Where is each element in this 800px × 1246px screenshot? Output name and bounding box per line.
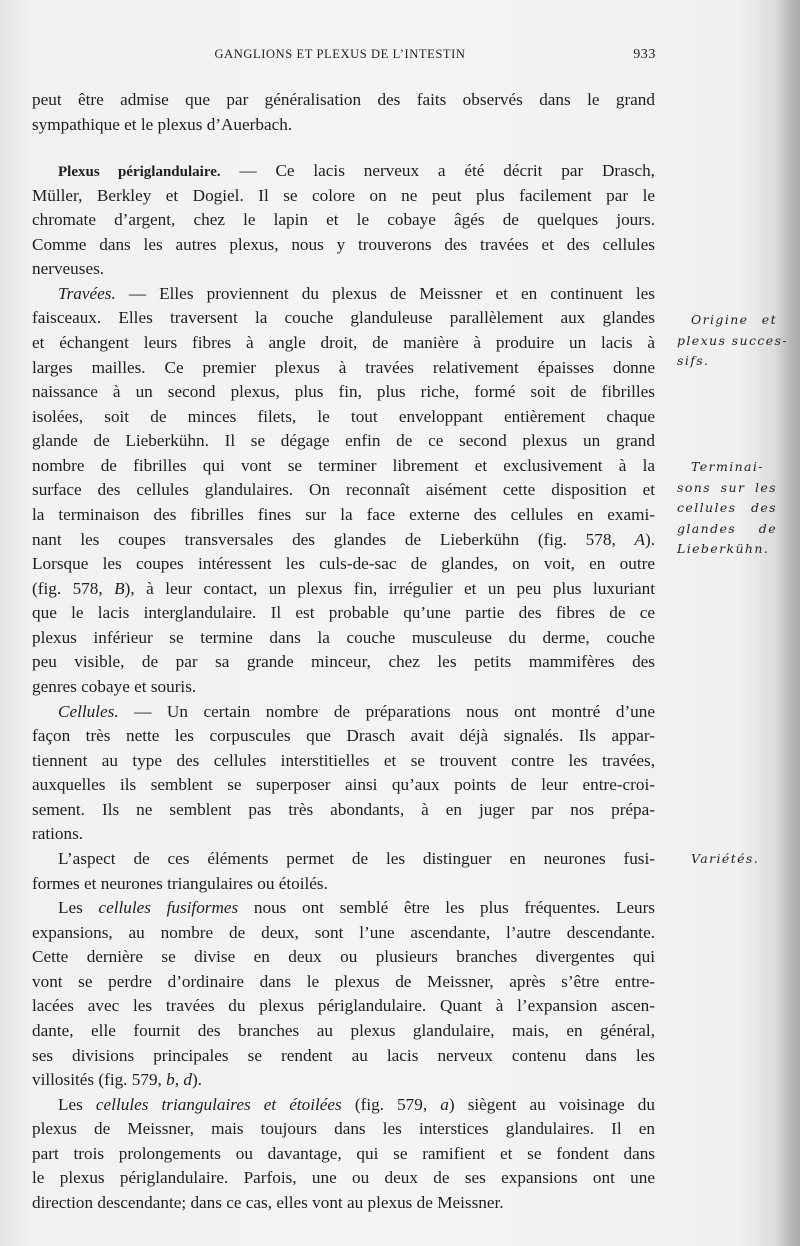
- text-segment: rations.: [32, 824, 84, 844]
- text-line: [32, 530, 655, 550]
- text-line: [32, 628, 655, 648]
- text-line: [58, 898, 655, 918]
- text-segment: Müller, Berkley et Dogiel. Il se colore on ne peut plus facilement par le: [32, 185, 655, 205]
- margin-note-line: Variétés.: [691, 851, 760, 866]
- text-line: [32, 358, 655, 378]
- text-segment: part trois prolongements ou davantage, qui se ramifient et se fondent dans: [32, 1143, 655, 1163]
- text-segment: ,: [174, 1070, 184, 1090]
- text-line: [32, 677, 655, 697]
- text-segment: nant les coupes transversales des glandes de Lieberkühn (fig. 578,: [32, 529, 635, 549]
- text-line: [32, 407, 655, 427]
- margin-note-line: sons sur les: [677, 479, 777, 495]
- text-line: [32, 554, 655, 574]
- text-segment: dante, elle fournit des branches au plexus glandulaire, mais, en général,: [32, 1020, 655, 1040]
- margin-note-line: Lieberkühn.: [677, 541, 770, 556]
- text-line: [32, 115, 655, 135]
- margin-note-line: sifs.: [677, 353, 710, 368]
- text-segment: faisceaux. Elles traversent la couche glanduleuse parallèlement aux glandes: [32, 308, 655, 328]
- text-segment: et échangent leurs fibres à angle droit, de manière à produire un lacis à: [32, 332, 655, 352]
- text-segment: naissance à un second plexus, plus fin, plus riche, formé soit de fibrilles: [32, 382, 655, 402]
- text-line: [32, 751, 655, 771]
- text-segment: nous ont semblé être les plus fréquentes. Leurs: [238, 898, 655, 918]
- text-segment: nombre de fibrilles qui vont se terminer librement et exclusivement à la: [32, 455, 655, 475]
- text-line: [32, 1119, 655, 1139]
- italic-text: cellules fusiformes: [98, 898, 239, 918]
- text-segment: tiennent au type des cellules interstitielles et se trouvent contre les travées,: [32, 750, 655, 770]
- text-line: [32, 775, 655, 795]
- text-segment: peut être admise que par généralisation des faits observés dans le grand: [32, 90, 655, 109]
- text-line: [32, 800, 655, 820]
- italic-text: d: [183, 1070, 192, 1090]
- text-segment: ses divisions principales se rendent au lacis nerveux contenu dans les: [32, 1045, 655, 1065]
- text-line: [32, 235, 655, 255]
- text-line: [32, 652, 655, 672]
- text-line: [32, 90, 655, 110]
- text-line: [32, 726, 655, 746]
- text-line: [58, 849, 655, 869]
- text-line: [32, 259, 655, 279]
- text-line: [32, 1046, 655, 1066]
- margin-note-line: plexus succes-: [677, 332, 788, 348]
- text-segment: glande de Lieberkühn. Il se dégage enfin de ce second plexus un grand: [32, 431, 655, 451]
- text-segment: genres cobaye et souris.: [32, 676, 197, 696]
- text-segment: larges mailles. Ce premier plexus à travées relativement épaisses donne: [32, 357, 655, 377]
- text-line: [32, 1070, 655, 1090]
- text-segment: ) siègent au voisinage du: [448, 1094, 655, 1114]
- text-line: [32, 603, 655, 623]
- text-segment: sement. Ils ne semblent pas très abondants, à en juger par nos prépa-: [32, 799, 655, 819]
- text-segment: ).: [644, 529, 655, 549]
- text-segment: Les: [58, 898, 99, 918]
- italic-text: Cellules.: [58, 701, 119, 721]
- text-segment: (fig. 579,: [341, 1094, 441, 1114]
- text-line: [32, 1021, 655, 1041]
- text-segment: expansions, au nombre de deux, sont l’une ascendante, l’autre descendante.: [32, 922, 655, 942]
- text-segment: Les: [58, 1094, 96, 1114]
- text-segment: ), à leur contact, un plexus fin, irrégulier et un peu plus luxuriant: [124, 578, 655, 598]
- text-line: [32, 308, 655, 328]
- text-line: [32, 923, 655, 943]
- section-heading: Plexus périglandulaire.: [58, 164, 221, 180]
- text-segment: — Un certain nombre de préparations nous ont montré d’une: [118, 701, 655, 721]
- text-line: [58, 1095, 655, 1115]
- italic-text: b: [166, 1070, 175, 1090]
- text-segment: plexus de Meissner, mais toujours dans les interstices glandulaires. Il en: [32, 1119, 655, 1139]
- text-segment: lacées avec les travées du plexus périglandulaire. Quant à l’expansion ascen-: [32, 996, 655, 1016]
- text-line: [32, 382, 655, 402]
- page-number: 933: [633, 47, 656, 62]
- text-line: [32, 333, 655, 353]
- text-segment: (fig. 578,: [32, 578, 115, 598]
- text-line: [32, 456, 655, 476]
- text-line: [58, 284, 655, 304]
- italic-text: A: [634, 529, 645, 549]
- text-line: [32, 996, 655, 1016]
- text-segment: ).: [191, 1070, 202, 1090]
- text-segment: Comme dans les autres plexus, nous y trouverons des travées et des cellules: [32, 234, 655, 254]
- text-segment: façon très nette les corpuscules que Drasch avait déjà signalés. Ils appar-: [32, 726, 655, 746]
- text-segment: sympathique et le plexus d’Auerbach.: [32, 115, 293, 134]
- text-line: [32, 579, 655, 599]
- text-segment: le plexus périglandulaire. Parfois, une ou deux de ses expansions ont une: [32, 1168, 655, 1188]
- text-line: [32, 947, 655, 967]
- italic-text: a: [440, 1094, 449, 1114]
- italic-text: cellules triangulaires et étoilées: [95, 1094, 342, 1114]
- text-segment: isolées, soit de minces filets, le tout enveloppant entièrement chaque: [32, 406, 655, 426]
- text-line: [32, 1168, 655, 1188]
- text-segment: vont se perdre d’ordinaire dans le plexus de Meissner, après s’être entre-: [32, 971, 655, 991]
- text-segment: direction descendante; dans ce cas, elles vont au plexus de Meissner.: [32, 1192, 504, 1212]
- text-segment: villosités (fig. 579,: [32, 1070, 167, 1090]
- text-segment: surface des cellules glandulaires. On reconnaît aisément cette disposition et: [32, 480, 655, 500]
- text-segment: — Elles proviennent du plexus de Meissner et en continuent les: [115, 283, 655, 303]
- text-line: [32, 1144, 655, 1164]
- text-segment: Lorsque les coupes intéressent les culs-de-sac de glandes, on voit, en outre: [32, 554, 655, 574]
- margin-note: [677, 310, 788, 372]
- margin-note: [677, 849, 777, 870]
- text-line: [58, 161, 655, 182]
- text-line: [32, 1193, 655, 1213]
- italic-text: Travées.: [58, 283, 116, 303]
- text-segment: plexus inférieur se termine dans la couche musculeuse du derme, couche: [32, 627, 655, 647]
- running-head: GANGLIONS ET PLEXUS DE L’INTESTIN: [214, 47, 466, 61]
- margin-note-line: Terminai-: [691, 459, 764, 474]
- margin-note-line: glandes de: [677, 520, 777, 536]
- text-segment: nerveuses.: [32, 259, 105, 279]
- text-segment: auxquelles ils semblent se superposer ainsi qu’aux points de leur entre-croi-: [32, 775, 655, 795]
- text-segment: Cette dernière se divise en deux ou plusieurs branches divergentes qui: [32, 947, 655, 967]
- text-line: [58, 702, 655, 722]
- text-line: [32, 480, 655, 500]
- text-line: [32, 972, 655, 992]
- text-segment: la terminaison des fibrilles fines sur la face externe des cellules en exami-: [32, 504, 655, 524]
- text-line: [32, 210, 655, 230]
- text-line: [32, 505, 655, 525]
- text-segment: chromate d’argent, chez le lapin et le cobaye âgés de quelques jours.: [32, 210, 655, 230]
- text-segment: — Ce lacis nerveux a été décrit par Drasch,: [220, 161, 655, 180]
- margin-note: [677, 457, 777, 560]
- margin-note-line: Origine et: [691, 312, 777, 327]
- text-line: [32, 431, 655, 451]
- margin-note-line: cellules des: [677, 500, 777, 515]
- text-segment: formes et neurones triangulaires ou étoilés.: [32, 873, 328, 893]
- text-segment: que le lacis interglandulaire. Il est probable qu’une partie des fibres de ce: [32, 603, 655, 623]
- text-line: [32, 874, 655, 894]
- italic-text: B: [114, 578, 125, 598]
- text-line: [32, 186, 655, 206]
- text-line: [32, 824, 655, 844]
- text-segment: L’aspect de ces éléments permet de les distinguer en neurones fusi-: [58, 848, 655, 868]
- text-segment: peu visible, de par sa grande minceur, chez les petits mammifères des: [32, 652, 655, 672]
